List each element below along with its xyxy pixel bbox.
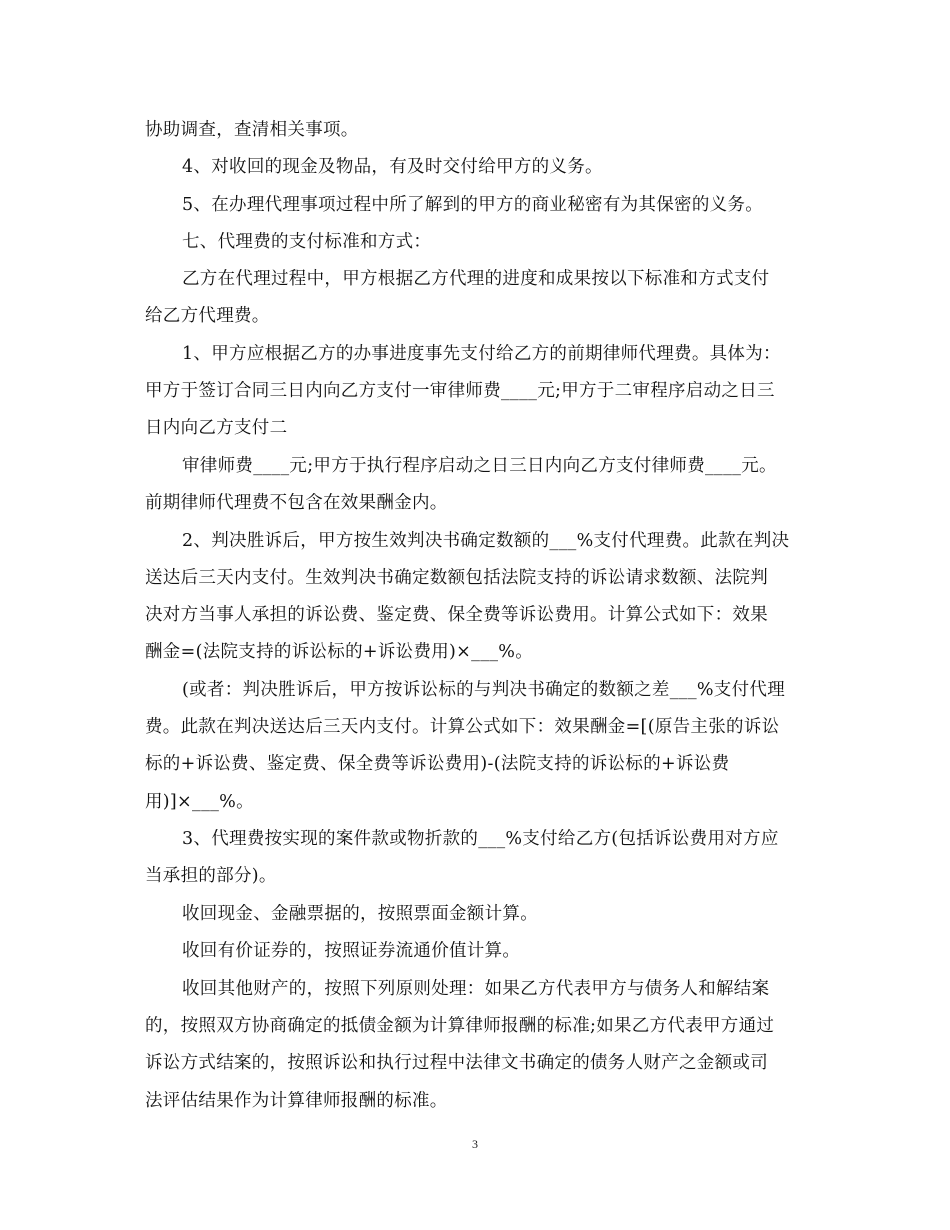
text-line: 酬金=(法院支持的诉讼标的+诉讼费用)×___%。	[145, 642, 534, 662]
text-line: 标的+诉讼费、鉴定费、保全费等诉讼费用)-(法院支持的诉讼标的+诉讼费	[145, 754, 730, 774]
text-line: (或者：判决胜诉后，甲方按诉讼标的与判决书确定的数额之差___%支付代理	[182, 680, 786, 700]
text-line: 费。此款在判决送达后三天内支付。计算公式如下：效果酬金=[(原告主张的诉讼	[145, 717, 780, 737]
text-line: 1、甲方应根据乙方的办事进度事先支付给乙方的前期律师代理费。具体为：	[182, 344, 781, 364]
text-line: 协助调查，查清相关事项。	[145, 120, 359, 140]
text-line: 用)]×___%。	[145, 792, 254, 812]
text-line: 送达后三天内支付。生效判决书确定数额包括法院支持的诉讼请求数额、法院判	[145, 568, 768, 588]
text-line: 收回其他财产的，按照下列原则处理：如果乙方代表甲方与债务人和解结案	[182, 979, 770, 999]
text-line: 收回现金、金融票据的，按照票面金额计算。	[182, 904, 538, 924]
text-line: 3、代理费按实现的案件款或物折款的___%支付给乙方(包括诉讼费用对方应	[182, 829, 779, 849]
text-line: 给乙方代理费。	[145, 306, 270, 326]
text-line: 4、对收回的现金及物品，有及时交付给甲方的义务。	[182, 157, 603, 177]
text-line: 乙方在代理过程中，甲方根据乙方代理的进度和成果按以下标准和方式支付	[182, 269, 770, 289]
text-line: 审律师费____元;甲方于执行程序启动之日三日内向乙方支付律师费____元。	[182, 456, 777, 476]
text-line: 前期律师代理费不包含在效果酬金内。	[145, 493, 448, 513]
section-heading: 七、代理费的支付标准和方式：	[182, 232, 432, 252]
text-line: 的，按照双方协商确定的抵债金额为计算律师报酬的标准;如果乙方代表甲方通过	[145, 1016, 775, 1036]
text-line: 收回有价证券的，按照证券流通价值计算。	[182, 941, 521, 961]
page-number: 3	[472, 1137, 478, 1151]
text-line: 决对方当事人承担的诉讼费、鉴定费、保全费等诉讼费用。计算公式如下：效果	[145, 605, 768, 625]
text-line: 当承担的部分)。	[145, 866, 277, 886]
text-line: 5、在办理代理事项过程中所了解到的甲方的商业秘密有为其保密的义务。	[182, 195, 764, 215]
text-line: 2、判决胜诉后，甲方按生效判决书确定数额的___%支付代理费。此款在判决	[182, 531, 790, 551]
text-line: 甲方于签订合同三日内向乙方支付一审律师费____元;甲方于二审程序启动之日三	[145, 381, 775, 401]
text-line: 法评估结果作为计算律师报酬的标准。	[145, 1091, 448, 1111]
text-line: 诉讼方式结案的，按照诉讼和执行过程中法律文书确定的债务人财产之金额或司	[145, 1053, 768, 1073]
text-line: 日内向乙方支付二	[145, 418, 288, 438]
